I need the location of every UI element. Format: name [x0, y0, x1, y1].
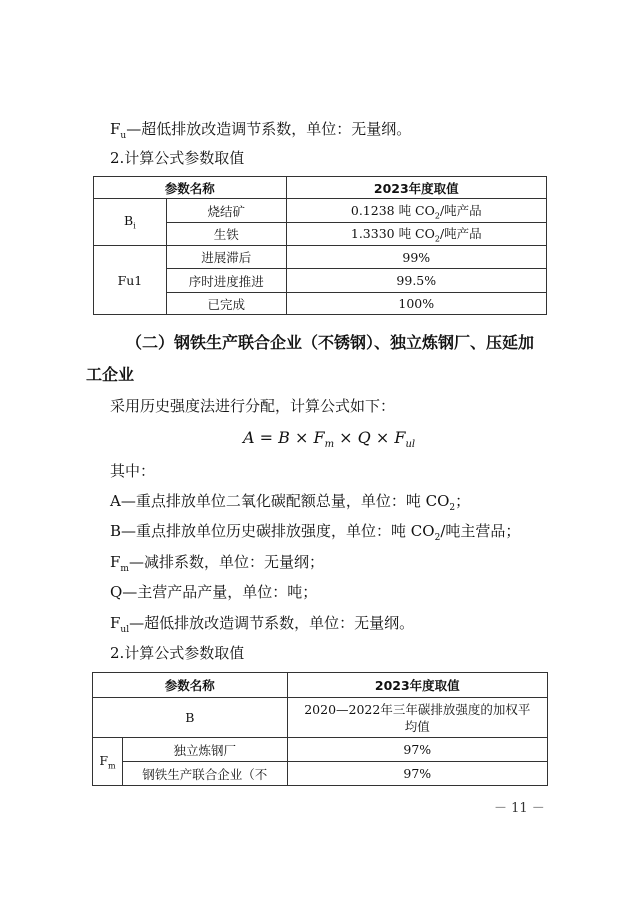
table2-b-value: 2020—2022年三年碳排放强度的加权平 均值 [287, 698, 547, 738]
table1-row-value: 99.5% [286, 269, 546, 293]
page-number: － 11 － [494, 801, 545, 816]
definition-a: A—重点排放单位二氧化碳配额总量，单位：吨 $CO_2$； [110, 492, 471, 513]
param-table-2 [92, 672, 548, 786]
section-heading-line2: 工企业 [86, 365, 135, 384]
table1-row-value: 100% [286, 293, 546, 315]
table1-row-value: 1.3330 吨 $CO_2/$吨产品 [286, 223, 546, 246]
definition-ful: $F_{ul}—$超低排放改造调节系数，单位：无量纲。 [110, 614, 415, 635]
param-heading-1: 2.计算公式参数取值 [110, 149, 245, 167]
table1-row-name: 生铁 [166, 223, 286, 246]
intro-text: 采用历史强度法进行分配，计算公式如下： [110, 397, 396, 415]
param-table-1 [93, 176, 547, 315]
definition-q: Q—主营产品产量，单位：吨； [110, 583, 318, 601]
table2-row-name: 独立炼钢厂 [122, 738, 287, 762]
where-label: 其中： [110, 462, 156, 480]
definition-fm: $F_m—$减排系数，单位：无量纲； [110, 553, 324, 574]
section-heading-line1: （二）钢铁生产联合企业（不锈钢）、独立炼钢厂、压延加 [126, 333, 535, 352]
table1-row-name: 已完成 [166, 293, 286, 315]
table2-row-value: 97% [287, 738, 547, 762]
table1-header-name: 参数名称 [94, 177, 287, 199]
table2-header-value: 2023年度取值 [287, 673, 547, 698]
definition-b: B—重点排放单位历史碳排放强度，单位：吨 $CO_2/$吨主营品； [110, 522, 521, 543]
fu-definition-line: $F_u—$超低排放改造调节系数，单位：无量纲。 [110, 120, 412, 141]
table2-fm-label: $F_m$ [93, 738, 123, 786]
table1-fu-label: Fu1 [94, 246, 167, 315]
table1-header-value: 2023年度取值 [286, 177, 546, 199]
allocation-formula: $A = B \times F_m \times Q \times F_{ul}$ [243, 428, 416, 451]
table1-row-value: 0.1238 吨 $CO_2/$吨产品 [286, 199, 546, 223]
table1-row-value: 99% [286, 246, 546, 269]
table2-header-name: 参数名称 [93, 673, 288, 698]
table1-row-name: 序时进度推进 [166, 269, 286, 293]
table2-b-label: B [93, 698, 288, 738]
table1-b-label: $B_i$ [94, 199, 167, 246]
table2-row-name: 钢铁生产联合企业（不 [122, 762, 287, 786]
param-heading-2: 2.计算公式参数取值 [110, 644, 245, 662]
table1-row-name: 烧结矿 [166, 199, 286, 223]
table1-row-name: 进展滞后 [166, 246, 286, 269]
table2-row-value: 97% [287, 762, 547, 786]
